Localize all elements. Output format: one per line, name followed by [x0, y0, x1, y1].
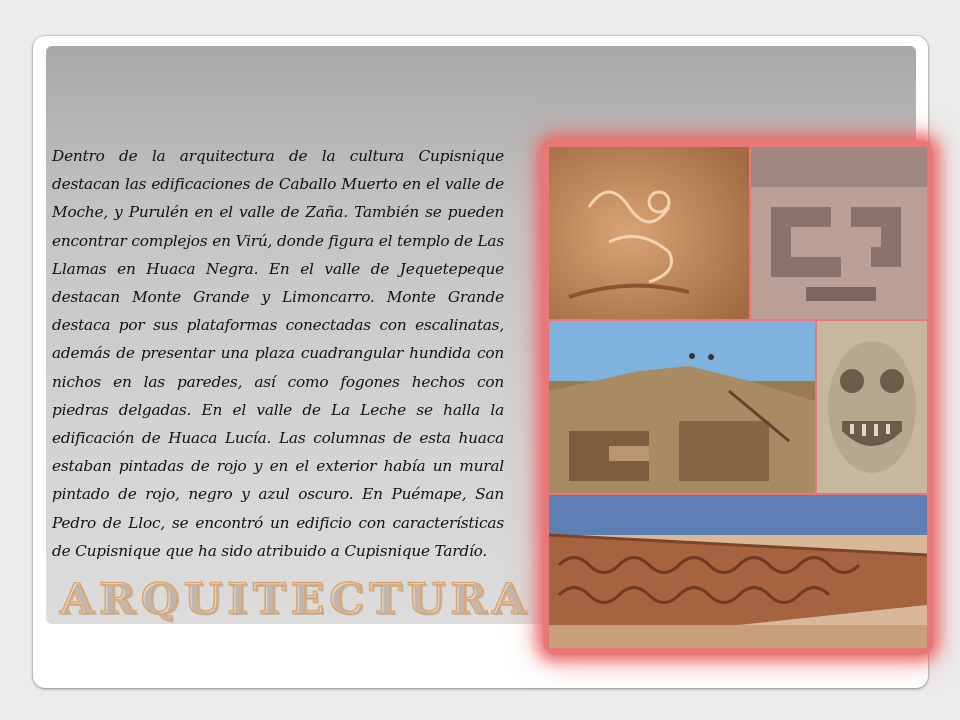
body-paragraph: Dentro de la arquitectura de la cultura Cupisnique destacan las edificaciones de Caballo Muerto en el valle de Moche, y Purulén en el valle de Zaña. También se pueden encontrar complejos en Virú, donde figura el templo de Las Llamas en Huaca Negra. En el valle de Jequetepeque destacan Monte Grande y Limoncarro. Monte Grande destaca por sus plataformas conectadas con escalinatas, además de presentar una plaza cuadrangular hundida con nichos en las paredes, así como fogones hechos con piedras delgadas. En el valle de La Leche se halla la edificación de Huaca Lucía. Las columnas de esta huaca estaban pintadas de rojo y en el exterior había un mural pintado de rojo, negro y azul oscuro. En Puémape, San Pedro de Lloc, se encontró un edificio con características de Cupisnique que ha sido atribuido a Cupisnique Tardío. [52, 147, 504, 560]
carved-relief-photo [751, 147, 927, 319]
engraved-stone-photo [549, 147, 749, 319]
decorated-wall-photo [549, 495, 927, 648]
photo-collage [543, 140, 933, 655]
carved-face-photo [817, 321, 927, 493]
ruins-photo [549, 321, 815, 493]
